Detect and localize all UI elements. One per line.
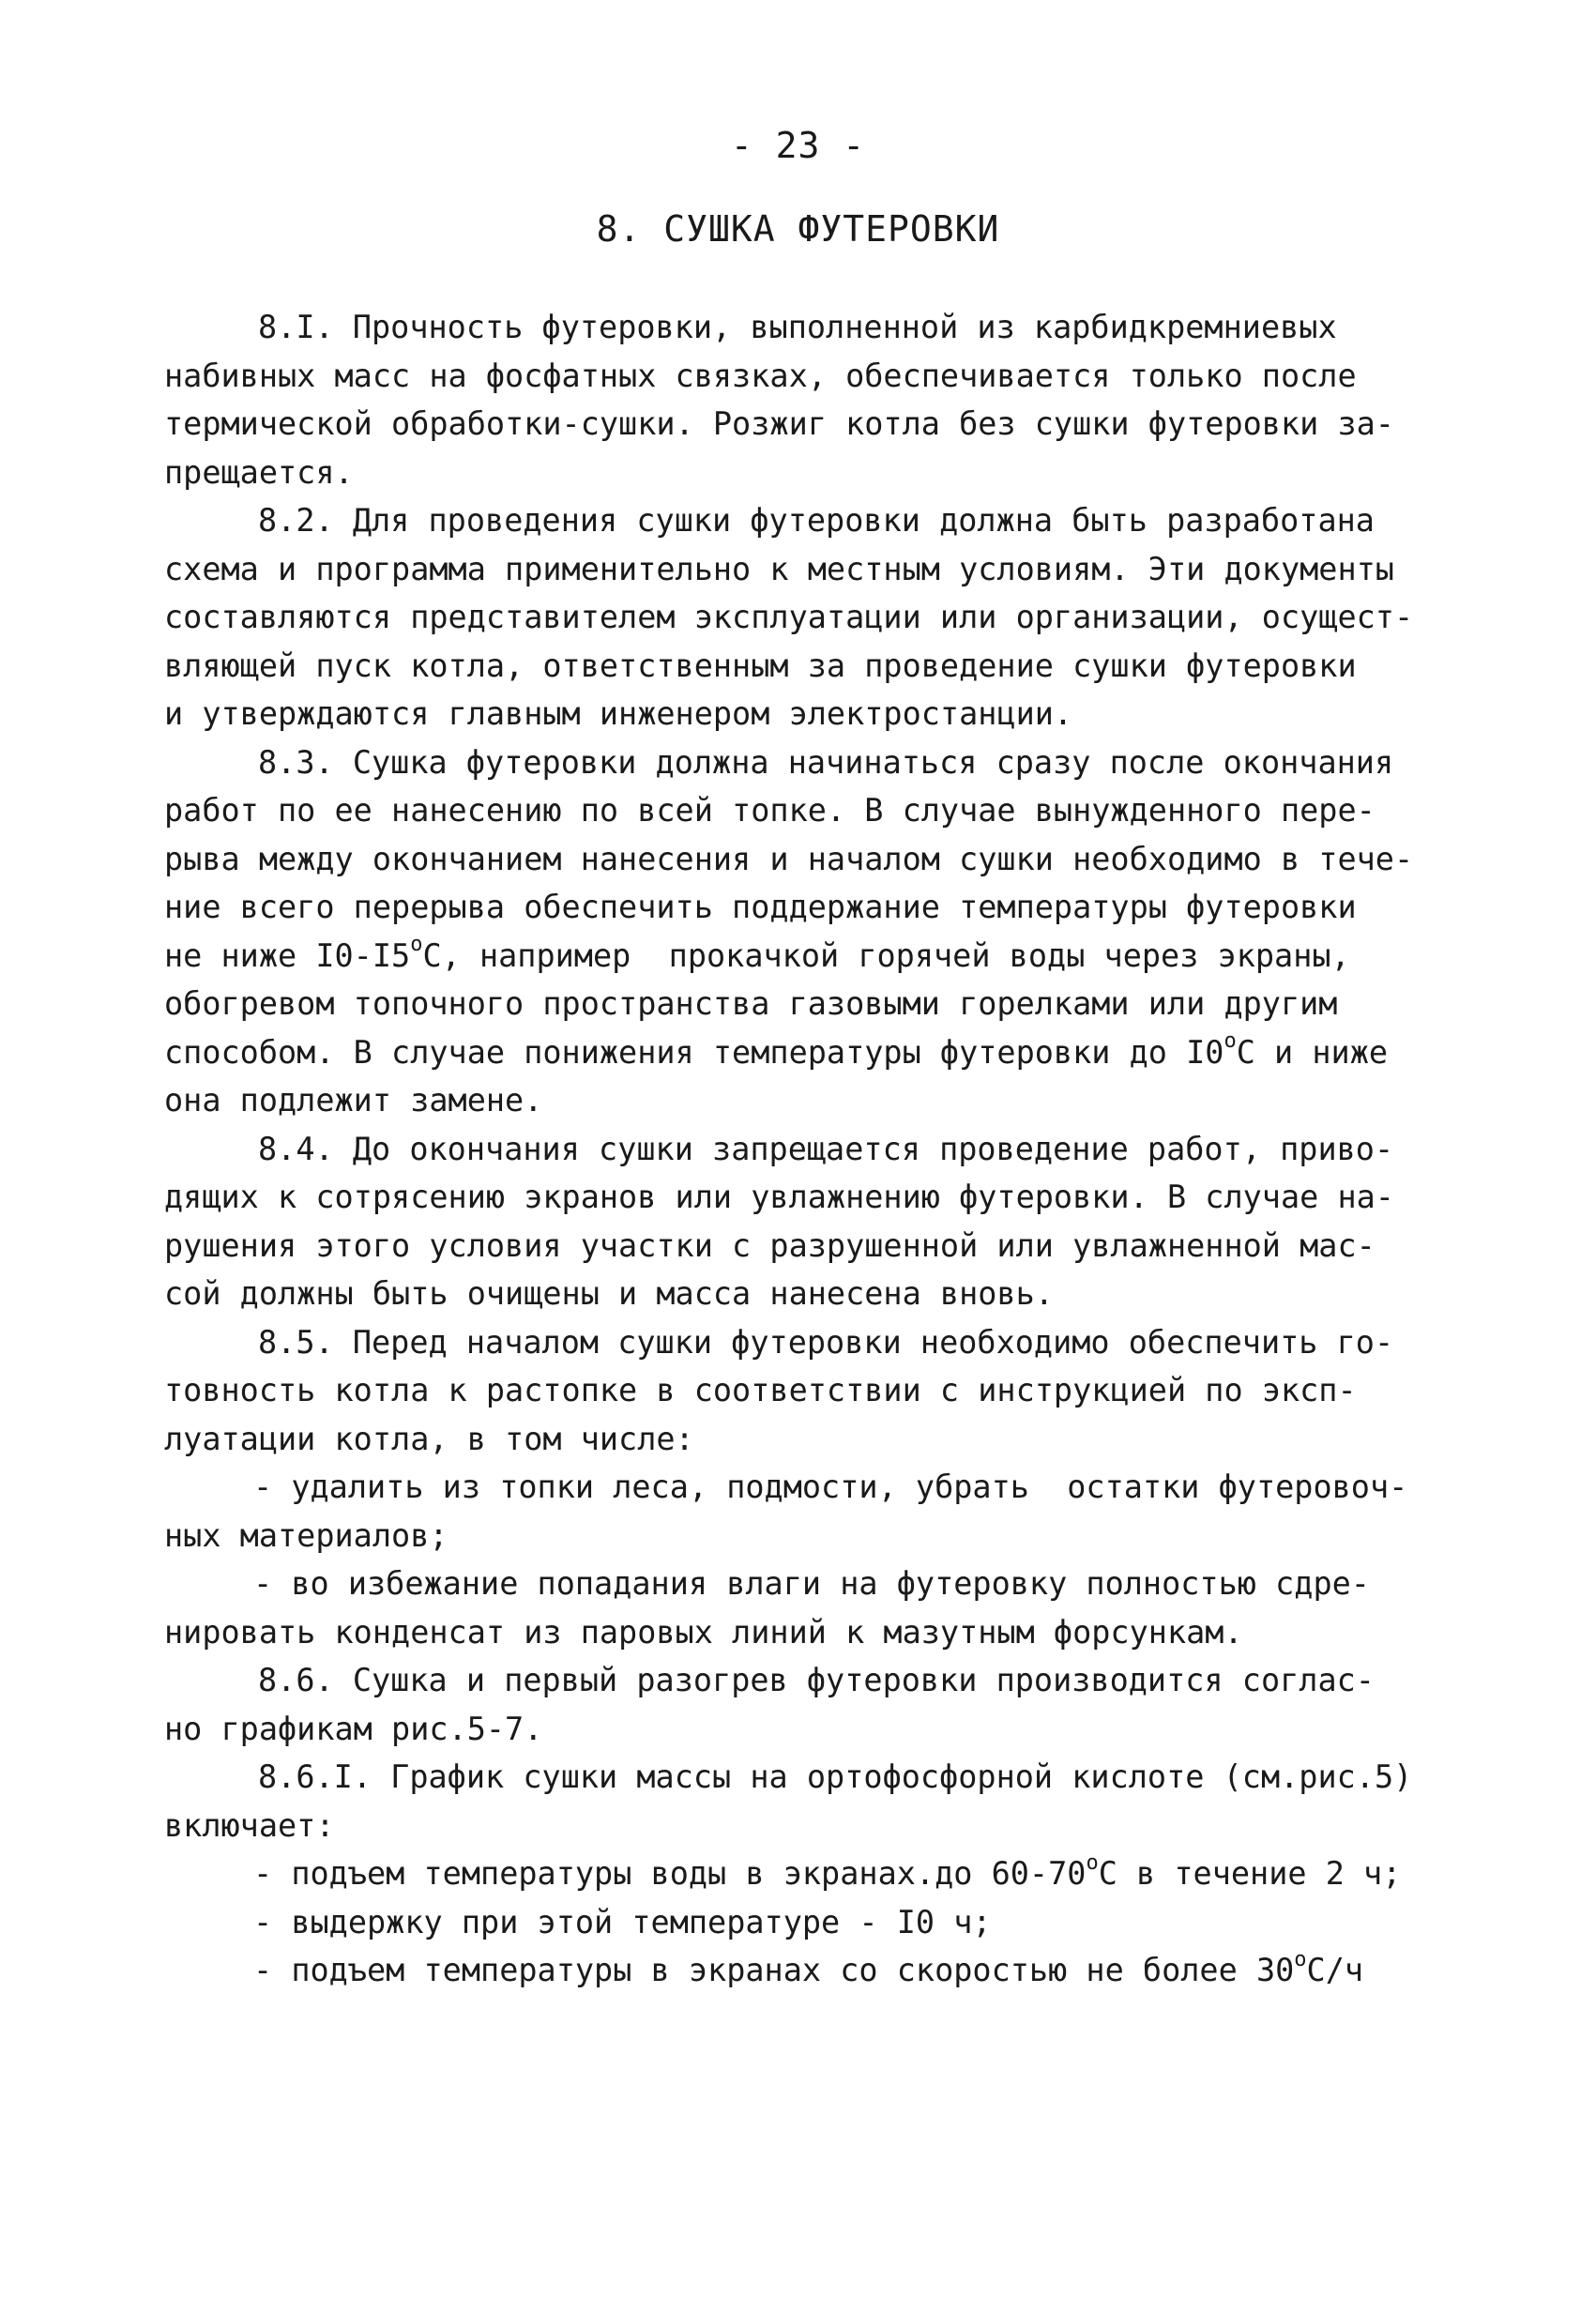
text-line bbox=[164, 496, 1450, 545]
text-line-continuation: С и ниже bbox=[1236, 1033, 1389, 1071]
text-line bbox=[164, 1125, 1450, 1174]
text-line-content: - подъем температуры воды в экранах.до 60-70 bbox=[253, 1855, 1087, 1892]
text-line bbox=[164, 932, 1450, 981]
text-line bbox=[164, 545, 1450, 594]
text-line bbox=[164, 303, 1450, 352]
text-line-content: ние всего перерыва обеспечить поддержание температуры футеровки bbox=[164, 889, 1357, 925]
text-line bbox=[164, 593, 1450, 642]
text-line bbox=[164, 1946, 1450, 1995]
text-line-content: прещается. bbox=[164, 453, 354, 491]
text-line-content: луатации котла, в том числе: bbox=[164, 1420, 694, 1457]
text-line-content: - удалить из топки леса, подмости, убрать остатки футеровоч- bbox=[253, 1468, 1408, 1505]
text-line-continuation: С/ч bbox=[1306, 1952, 1364, 1988]
text-line-content: и утверждаются главным инженером электростанции. bbox=[164, 695, 1073, 732]
text-line-content: 8.3. Сушка футеровки должна начинаться сразу после окончания bbox=[258, 743, 1394, 781]
text-line-content: она подлежит замене. bbox=[164, 1082, 543, 1118]
text-line bbox=[164, 400, 1450, 449]
text-line bbox=[164, 1802, 1450, 1850]
text-line bbox=[164, 449, 1450, 497]
text-line-content: включает: bbox=[164, 1806, 335, 1844]
text-line bbox=[164, 1849, 1450, 1898]
text-line bbox=[164, 1463, 1450, 1512]
text-line-content: нировать конденсат из паровых линий к мазутным форсункам. bbox=[164, 1613, 1243, 1651]
degree-superscript: о bbox=[1086, 1850, 1099, 1875]
degree-superscript: о bbox=[410, 933, 423, 957]
text-line bbox=[164, 1270, 1450, 1318]
text-line bbox=[164, 1512, 1450, 1560]
text-line bbox=[164, 642, 1450, 691]
text-line bbox=[164, 1656, 1450, 1705]
text-line bbox=[164, 1753, 1450, 1802]
text-line-content: ных материалов; bbox=[164, 1516, 448, 1554]
text-line-content: 8.I. Прочность футеровки, выполненной из карбидкремниевых bbox=[258, 309, 1337, 345]
text-line-content: схема и программа применительно к местным условиям. Эти документы bbox=[164, 550, 1394, 587]
text-line-content: рушения этого условия участки с разрушенной или увлажненной мас- bbox=[164, 1226, 1376, 1264]
text-line bbox=[164, 690, 1450, 738]
body-text bbox=[164, 303, 1450, 1995]
text-line-content: - во избежание попадания влаги на футеровку полностью сдре- bbox=[253, 1565, 1370, 1602]
page-number: - 23 - bbox=[730, 125, 866, 166]
text-line-content: составляются представителем эксплуатации или организации, осущест- bbox=[164, 599, 1414, 635]
text-line-continuation: С в течение 2 ч; bbox=[1098, 1855, 1402, 1892]
text-line-content: способом. В случае понижения температуры футеровки до I0 bbox=[164, 1033, 1224, 1071]
text-line bbox=[164, 738, 1450, 787]
text-line-content: 8.2. Для проведения сушки футеровки должна быть разработана bbox=[258, 502, 1375, 539]
text-line-content: термической обработки-сушки. Розжиг котла без сушки футеровки за- bbox=[164, 405, 1394, 442]
text-line-continuation: С, например прокачкой горячей воды через экраны, bbox=[422, 936, 1350, 974]
text-line-content: 8.6.I. График сушки массы на ортофосфорной кислоте (см.рис.5) bbox=[258, 1758, 1413, 1795]
text-line-content: - выдержку при этой температуре - I0 ч; bbox=[253, 1903, 992, 1940]
text-line bbox=[164, 1318, 1450, 1367]
text-line bbox=[164, 786, 1450, 835]
text-line-content: - подъем температуры в экранах со скоростью не более 30 bbox=[253, 1952, 1295, 1988]
text-line bbox=[164, 1173, 1450, 1222]
text-line-content: дящих к сотрясению экранов или увлажнению футеровки. В случае на- bbox=[164, 1179, 1394, 1215]
text-line bbox=[164, 1028, 1450, 1077]
text-line-content: но графикам рис.5-7. bbox=[164, 1710, 543, 1747]
text-line bbox=[164, 1415, 1450, 1464]
section-title: 8. СУШКА ФУТЕРОВКИ bbox=[596, 208, 1000, 250]
text-line-content: набивных масс на фосфатных связках, обеспечивается только после bbox=[164, 357, 1357, 394]
text-line bbox=[164, 1560, 1450, 1608]
text-line-content: 8.5. Перед началом сушки футеровки необходимо обеспечить го- bbox=[258, 1323, 1394, 1361]
text-line-content: не ниже I0-I5 bbox=[164, 936, 411, 974]
text-line-content: обогревом топочного пространства газовыми горелками или другим bbox=[164, 985, 1338, 1022]
text-line bbox=[164, 1222, 1450, 1271]
text-line-content: рыва между окончанием нанесения и началом сушки необходимо в тече- bbox=[164, 840, 1414, 877]
degree-superscript: о bbox=[1294, 1947, 1307, 1971]
text-line bbox=[164, 1608, 1450, 1657]
text-line-content: вляющей пуск котла, ответственным за проведение сушки футеровки bbox=[164, 647, 1357, 684]
degree-superscript: о bbox=[1224, 1029, 1237, 1054]
text-line bbox=[164, 883, 1450, 932]
text-line bbox=[164, 1076, 1450, 1125]
text-line-content: товность котла к растопке в соответствии с инструкцией по эксп- bbox=[164, 1372, 1357, 1408]
text-line bbox=[164, 1705, 1450, 1754]
text-line bbox=[164, 980, 1450, 1028]
text-line-content: 8.6. Сушка и первый разогрев футеровки производится соглас- bbox=[258, 1662, 1375, 1698]
text-line-content: сой должны быть очищены и масса нанесена вновь. bbox=[164, 1275, 1054, 1312]
text-line-content: 8.4. До окончания сушки запрещается проведение работ, приво- bbox=[258, 1130, 1394, 1167]
text-line bbox=[164, 1898, 1450, 1947]
text-line-content: работ по ее нанесению по всей топке. В случае вынужденного пере- bbox=[164, 792, 1376, 829]
text-line bbox=[164, 352, 1450, 401]
text-line bbox=[164, 1366, 1450, 1415]
text-line bbox=[164, 835, 1450, 884]
